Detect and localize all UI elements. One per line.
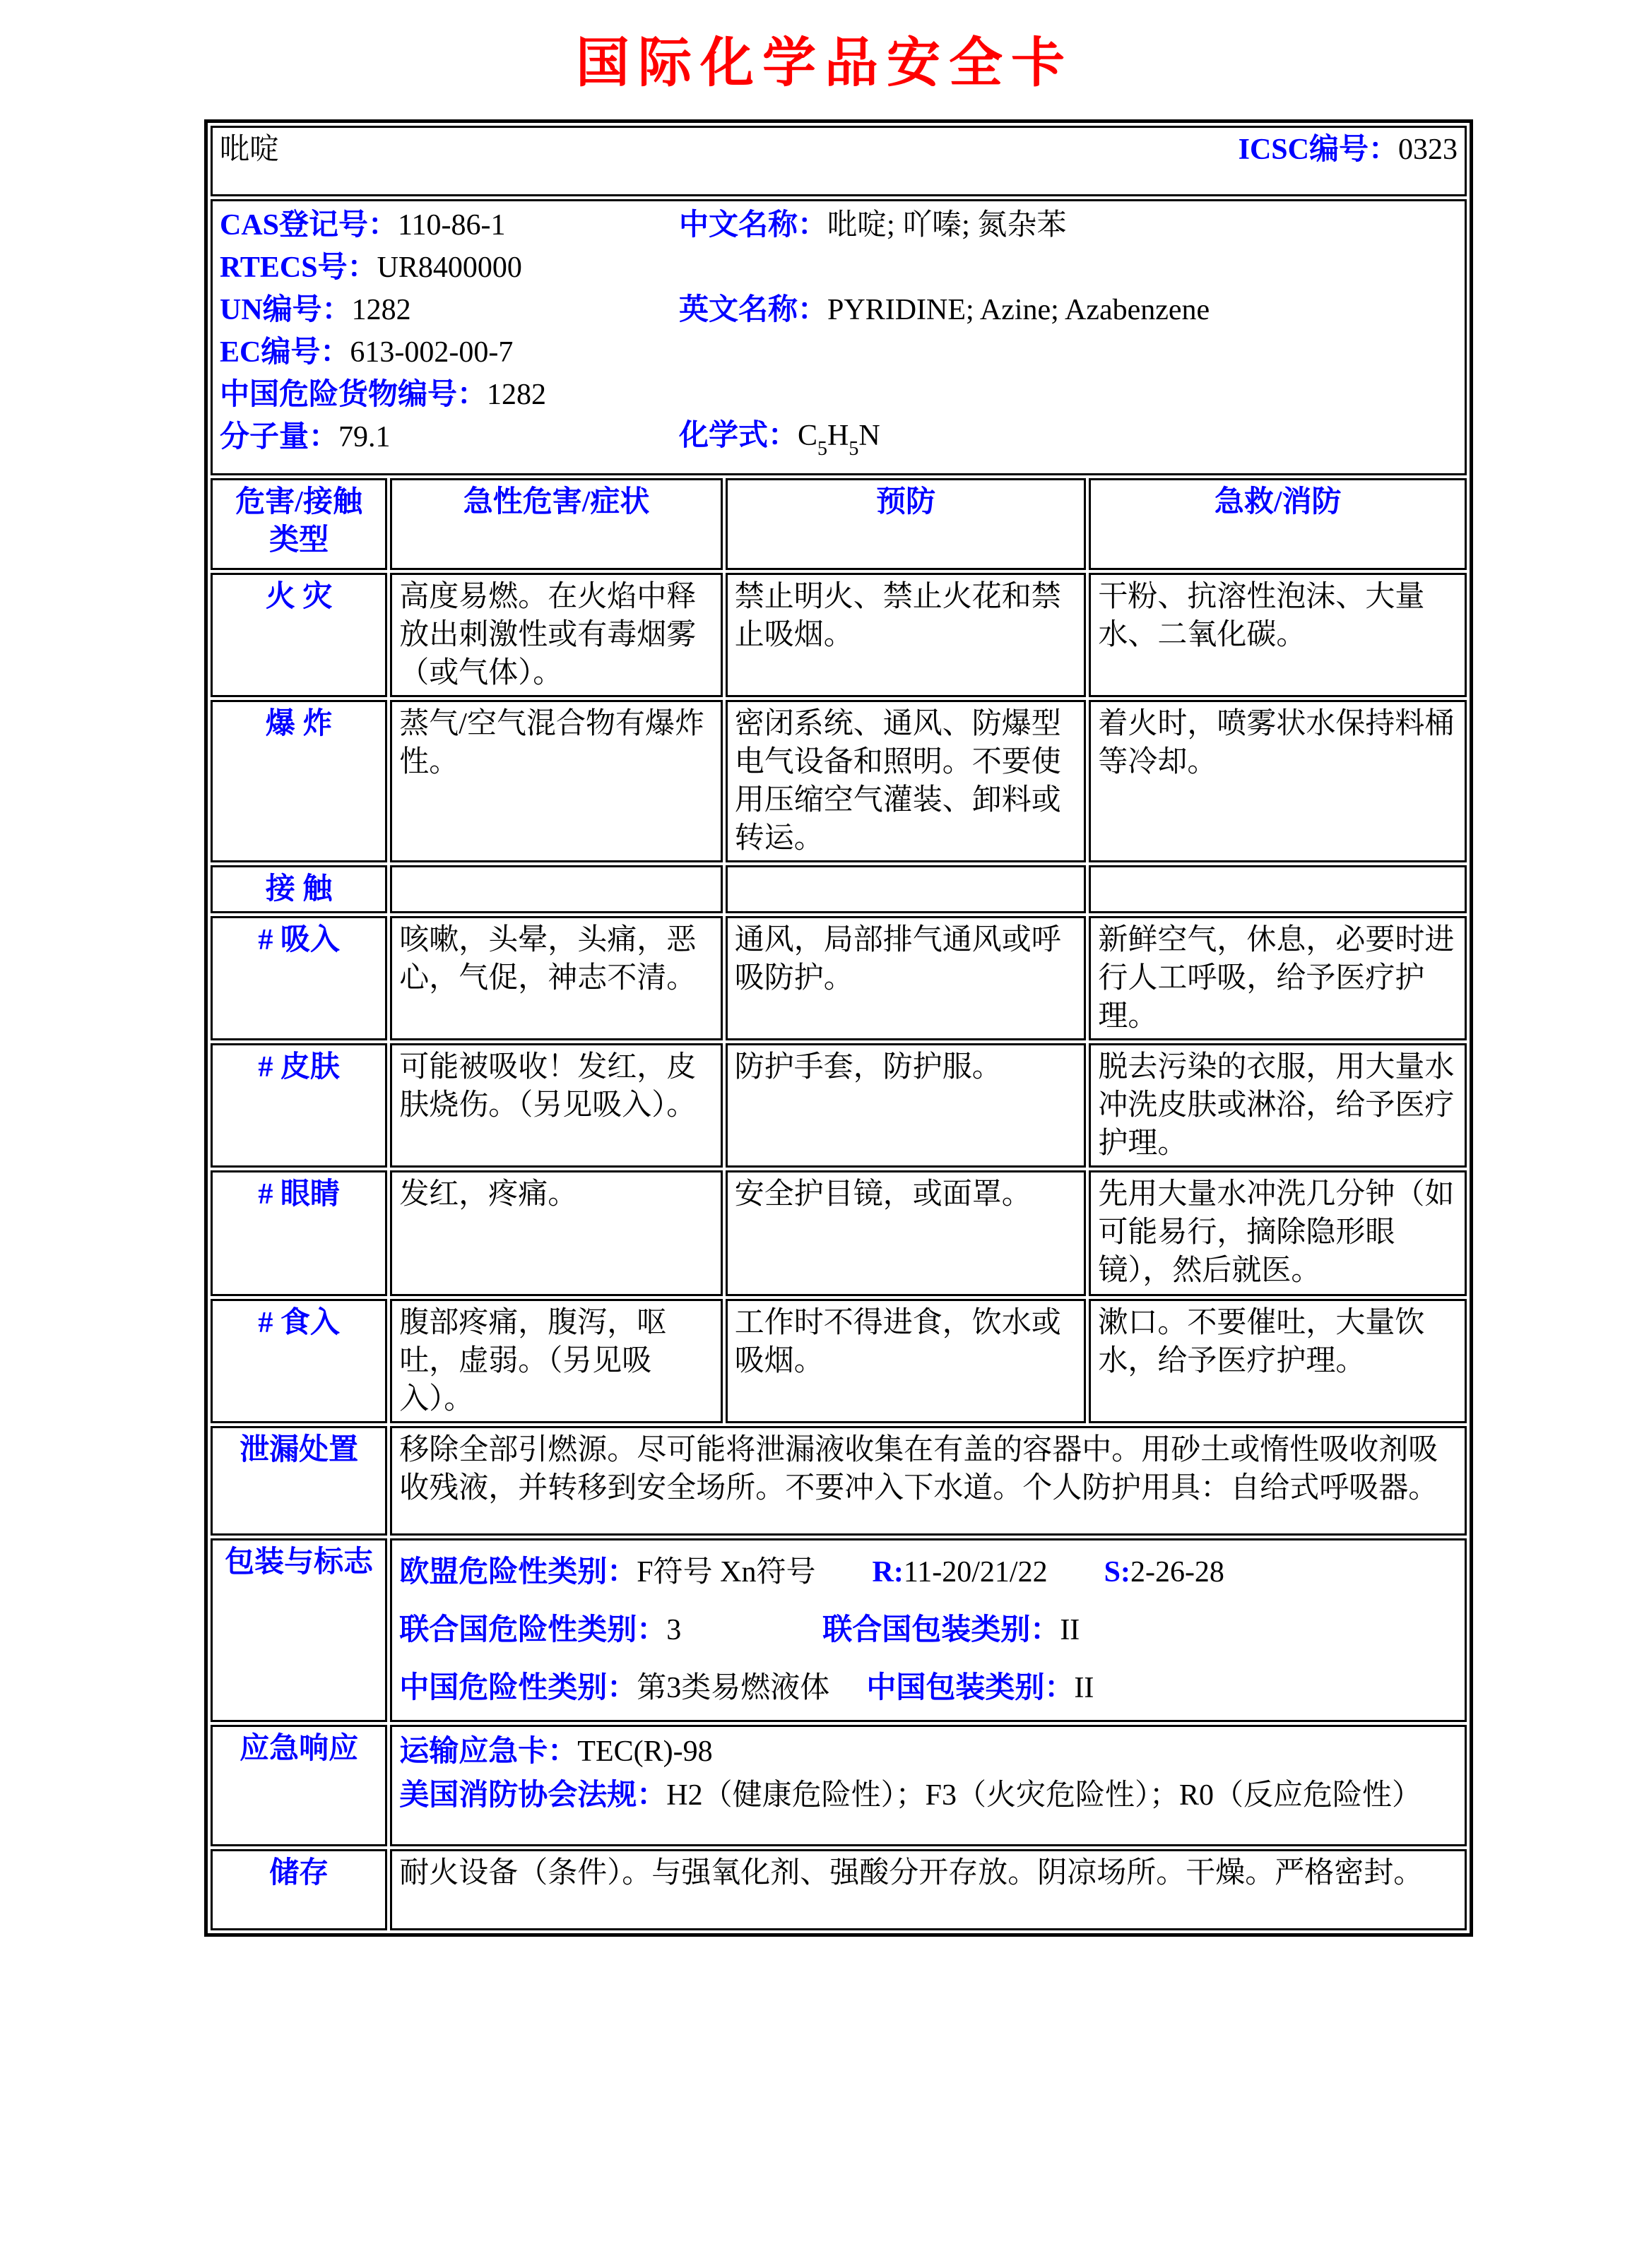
chinese-name-line [679,204,1458,247]
explosion-symptoms-cell: 蒸气/空气混合物有爆炸性。 [390,700,723,862]
table-row-eyes [211,1170,1467,1296]
skin-first-aid-cell: 脱去污染的衣服，用大量水冲洗皮肤或淋浴，给予医疗护理。 [1089,1043,1467,1168]
s-phrases-value: 2-26-28 [1130,1556,1224,1589]
nfpa-code-value: H2（健康危险性）；F3（火灾危险性）；R0（反应危险性） [666,1779,1422,1812]
formula-part: C [798,420,818,452]
identifiers-row [211,199,1467,475]
identifiers-right-column [679,204,1458,470]
spill-disposal-text-cell: 移除全部引燃源。尽可能将泄漏液收集在有盖的容器中。用砂土或惰性吸收剂吸收残液，并转移到安全场所。不要冲入下水道。个人防护用具：自给式呼吸器。 [390,1426,1467,1536]
ingestion-prevention-cell: 工作时不得进食，饮水或吸烟。 [726,1299,1087,1423]
nfpa-code-line [399,1774,1458,1817]
chemical-formula-line [679,415,1458,470]
emergency-response-content-cell [390,1725,1467,1846]
column-header-hazard-type [211,478,387,570]
fire-type-label: 火 灾 [211,573,387,697]
cas-number-value: 110-86-1 [398,209,506,242]
china-dg-number-line [220,374,679,416]
page-title: 国际化学品安全卡 [576,34,1073,93]
ec-number-value: 613-002-00-7 [350,336,514,369]
ingestion-first-aid-cell: 漱口。不要催吐，大量饮水，给予医疗护理。 [1089,1299,1467,1423]
skin-symptoms-cell: 可能被吸收！发红，皮肤烧伤。（另见吸入）。 [390,1043,723,1168]
rtecs-number-line [220,247,679,289]
fire-symptoms-cell: 高度易燃。在火焰中释放出刺激性或有毒烟雾（或气体）。 [390,573,723,697]
icsc-number-label: ICSC编号： [1238,133,1398,166]
table-row-emergency-response [211,1725,1467,1846]
explosion-prevention-cell: 密闭系统、通风、防爆型电气设备和照明。不要使用压缩空气灌装、卸料或转运。 [726,700,1087,862]
cn-class-line [399,1659,1458,1717]
china-dg-number-value: 1282 [487,379,547,411]
inhalation-first-aid-cell: 新鲜空气，休息，必要时进行人工呼吸，给予医疗护理。 [1089,916,1467,1040]
table-row-packaging-labelling [211,1538,1467,1722]
table-row-explosion [211,700,1467,862]
icsc-number-value: 0323 [1398,133,1458,166]
s-phrases-label: S: [1104,1556,1130,1589]
un-number-value: 1282 [351,294,411,326]
hazard-type-header-line2: 类型 [269,524,329,557]
column-header-first-aid: 急救/消防 [1089,478,1467,570]
column-header-symptoms: 急性危害/症状 [390,478,723,570]
un-number-line [220,289,679,331]
table-row-storage [211,1849,1467,1930]
molecular-weight-value: 79.1 [338,421,391,453]
eu-hazard-class-value: F符号 Xn符号 [637,1556,816,1589]
explosion-type-label: 爆 炸 [211,700,387,862]
chinese-name-label: 中文名称： [679,209,828,242]
hazard-type-header-line1: 危害/接触 [235,486,362,518]
ec-number-line [220,331,679,374]
english-name-value: PYRIDINE; Azine; Azabenzene [827,294,1210,326]
icsc-number-group [1239,131,1458,169]
nfpa-code-label: 美国消防协会法规： [399,1779,667,1812]
un-hazard-class-value: 3 [666,1614,682,1646]
contact-symptoms-cell [390,865,723,913]
chemical-formula-label: 化学式： [679,420,798,452]
r-phrases-label: R: [872,1556,904,1589]
eu-hazard-class-line [399,1543,1458,1601]
un-number-label: UN编号： [220,294,352,326]
column-header-prevention: 预防 [726,478,1087,570]
emergency-response-type-label: 应急响应 [211,1725,387,1846]
contact-first-aid-cell [1089,865,1467,913]
eyes-type-label: # 眼睛 [211,1170,387,1296]
table-row-ingestion [211,1299,1467,1423]
cas-number-line [220,204,679,247]
skin-type-label: # 皮肤 [211,1043,387,1168]
storage-text-cell: 耐火设备（条件）。与强氧化剂、强酸分开存放。阴凉场所。干燥。严格密封。 [390,1849,1467,1930]
identifiers-left-column [220,204,679,470]
card-header-row [211,126,1467,196]
transport-emergency-card-value: TEC(R)-98 [577,1735,713,1768]
card-header-cell [211,126,1467,196]
table-row-spill-disposal [211,1426,1467,1536]
table-row-fire [211,573,1467,697]
table-row-inhalation [211,916,1467,1040]
chemical-name: 吡啶 [220,133,280,166]
ingestion-type-label: # 食入 [211,1299,387,1423]
rtecs-number-value: UR8400000 [377,251,522,284]
table-row-skin [211,1043,1467,1168]
contact-type-label: 接 触 [211,865,387,913]
china-dg-number-label: 中国危险货物编号： [220,379,487,411]
eyes-prevention-cell: 安全护目镜，或面罩。 [726,1170,1087,1296]
packaging-labelling-type-label: 包装与标志 [211,1538,387,1722]
rtecs-number-label: RTECS号： [220,251,377,284]
un-hazard-class-label: 联合国危险性类别： [399,1614,667,1646]
formula-part: H [827,420,849,452]
ec-number-label: EC编号： [220,336,350,369]
hazard-table-header-row [211,478,1467,570]
storage-type-label: 储存 [211,1849,387,1930]
table-row-contact [211,865,1467,913]
explosion-first-aid-cell: 着火时，喷雾状水保持料桶等冷却。 [1089,700,1467,862]
cas-number-label: CAS登记号： [220,209,398,242]
eyes-symptoms-cell: 发红，疼痛。 [390,1170,723,1296]
fire-first-aid-cell: 干粉、抗溶性泡沫、大量水、二氧化碳。 [1089,573,1467,697]
chinese-name-value: 吡啶; 吖嗪; 氮杂苯 [827,209,1067,242]
formula-part: N [858,420,880,452]
transport-emergency-card-line [399,1730,1458,1774]
inhalation-prevention-cell: 通风，局部排气通风或呼吸防护。 [726,916,1087,1040]
eyes-first-aid-cell: 先用大量水冲洗几分钟（如可能易行，摘除隐形眼镜），然后就医。 [1089,1170,1467,1296]
transport-emergency-card-label: 运输应急卡： [399,1735,578,1768]
contact-prevention-cell [726,865,1087,913]
cn-packing-group-value: II [1074,1672,1094,1704]
formula-subscript: 5 [817,438,828,460]
icsc-card-table [204,119,1473,1937]
un-packing-group-value: II [1060,1614,1080,1646]
un-class-line [399,1601,1458,1659]
cn-hazard-class-label: 中国危险性类别： [399,1672,637,1704]
cn-hazard-class-value: 第3类易燃液体 [637,1672,830,1704]
molecular-weight-label: 分子量： [220,421,339,453]
fire-prevention-cell: 禁止明火、禁止火花和禁止吸烟。 [726,573,1087,697]
eu-hazard-class-label: 欧盟危险性类别： [399,1556,637,1589]
formula-subscript: 5 [849,438,859,460]
cn-packing-group-label: 中国包装类别： [866,1672,1075,1704]
skin-prevention-cell: 防护手套，防护服。 [726,1043,1087,1168]
un-packing-group-label: 联合国包装类别： [822,1614,1060,1646]
inhalation-symptoms-cell: 咳嗽，头晕，头痛，恶心，气促，神志不清。 [390,916,723,1040]
r-phrases-value: 11-20/21/22 [903,1556,1048,1589]
inhalation-type-label: # 吸入 [211,916,387,1040]
molecular-weight-line [220,416,679,458]
spill-disposal-type-label: 泄漏处置 [211,1426,387,1536]
english-name-line [679,289,1458,331]
identifiers-cell [211,199,1467,475]
ingestion-symptoms-cell: 腹部疼痛，腹泻，呕吐，虚弱。（另见吸入）。 [390,1299,723,1423]
packaging-labelling-content-cell [390,1538,1467,1722]
english-name-label: 英文名称： [679,294,828,326]
